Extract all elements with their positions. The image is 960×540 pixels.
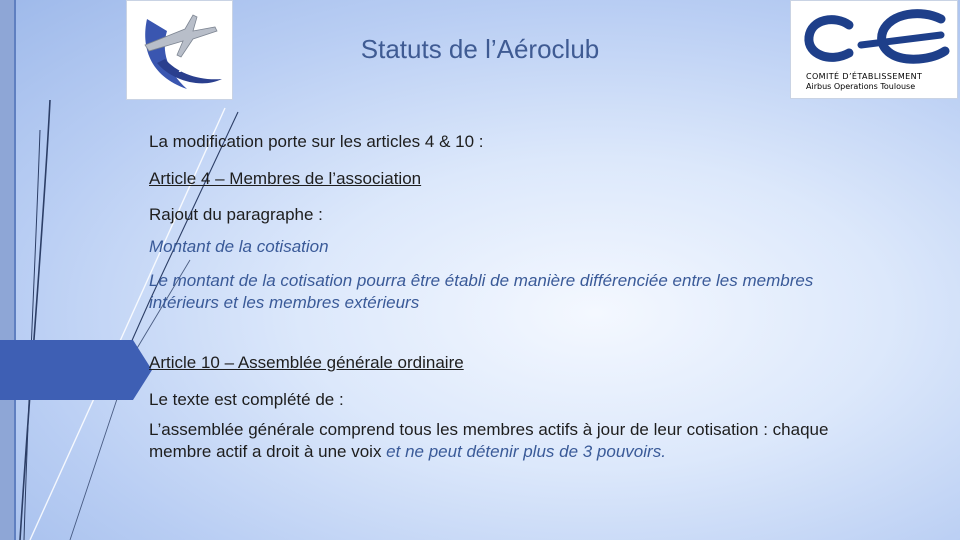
ce-logo — [790, 0, 958, 99]
left-edge-line — [14, 0, 16, 540]
deco-curve-2 — [24, 130, 40, 540]
article4-heading: Article 4 – Membres de l’association — [149, 169, 422, 188]
acat-logo — [126, 0, 233, 100]
ce-logo-mark — [791, 1, 957, 98]
ce-logo-subtitle: Airbus Operations Toulouse — [806, 82, 916, 91]
intro-text: La modification porte sur les articles 4 & 10 : — [149, 132, 484, 151]
ce-logo-name: COMITÉ D’ÉTABLISSEMENT — [806, 72, 923, 81]
article4-subheading: Montant de la cotisation — [149, 237, 329, 256]
left-edge-strip — [0, 0, 14, 540]
airplane-icon — [127, 1, 232, 99]
article10-heading: Article 10 – Assemblée générale ordinaire — [149, 353, 464, 372]
article4-line1: Rajout du paragraphe : — [149, 205, 323, 224]
acat-logo-text: ACAT — [179, 60, 215, 75]
article10-text — [149, 419, 889, 463]
slide-title: Statuts de l’Aéroclub — [360, 34, 600, 64]
left-accent-bar — [0, 340, 133, 400]
deco-curve-1 — [20, 100, 50, 540]
article4-text: Le montant de la cotisation pourra être établi de manière différenciée entre les membres intérieurs et les membres extérieurs — [149, 271, 814, 312]
article10-text-normal: L’assemblée générale comprend tous les membres actifs à jour de leur cotisation : chaque membre actif a droit à une voix — [149, 420, 829, 461]
article10-line1: Le texte est complété de : — [149, 390, 344, 409]
article10-text-italic: et ne peut détenir plus de 3 pouvoirs. — [386, 442, 666, 461]
